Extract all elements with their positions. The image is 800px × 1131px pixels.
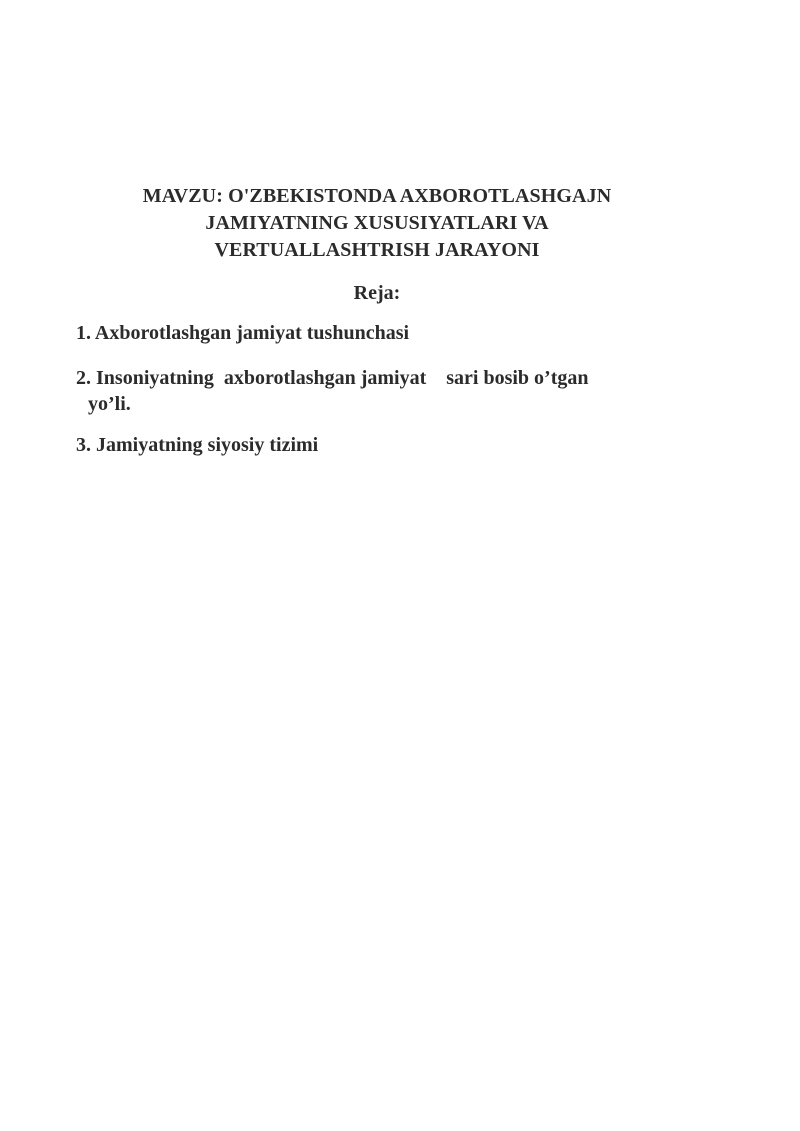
title-line-3: VERTUALLASHTRISH JARAYONI <box>214 239 540 261</box>
plan-item-2-continuation: yo’li. <box>88 393 131 415</box>
document-title <box>0 183 754 264</box>
plan-item-3: 3. Jamiyatning siyosiy tizimi <box>76 434 319 456</box>
plan-item-1: 1. Axborotlashgan jamiyat tushunchasi <box>76 322 410 344</box>
plan-heading: Reja: <box>353 282 401 304</box>
title-line-1: MAVZU: O'ZBEKISTONDA AXBOROTLASHGAJN <box>142 185 612 207</box>
plan-item-2: 2. Insoniyatning axborotlashgan jamiyat sari bosib o’tgan <box>76 367 589 389</box>
title-line-2: JAMIYATNING XUSUSIYATLARI VA <box>205 212 549 234</box>
